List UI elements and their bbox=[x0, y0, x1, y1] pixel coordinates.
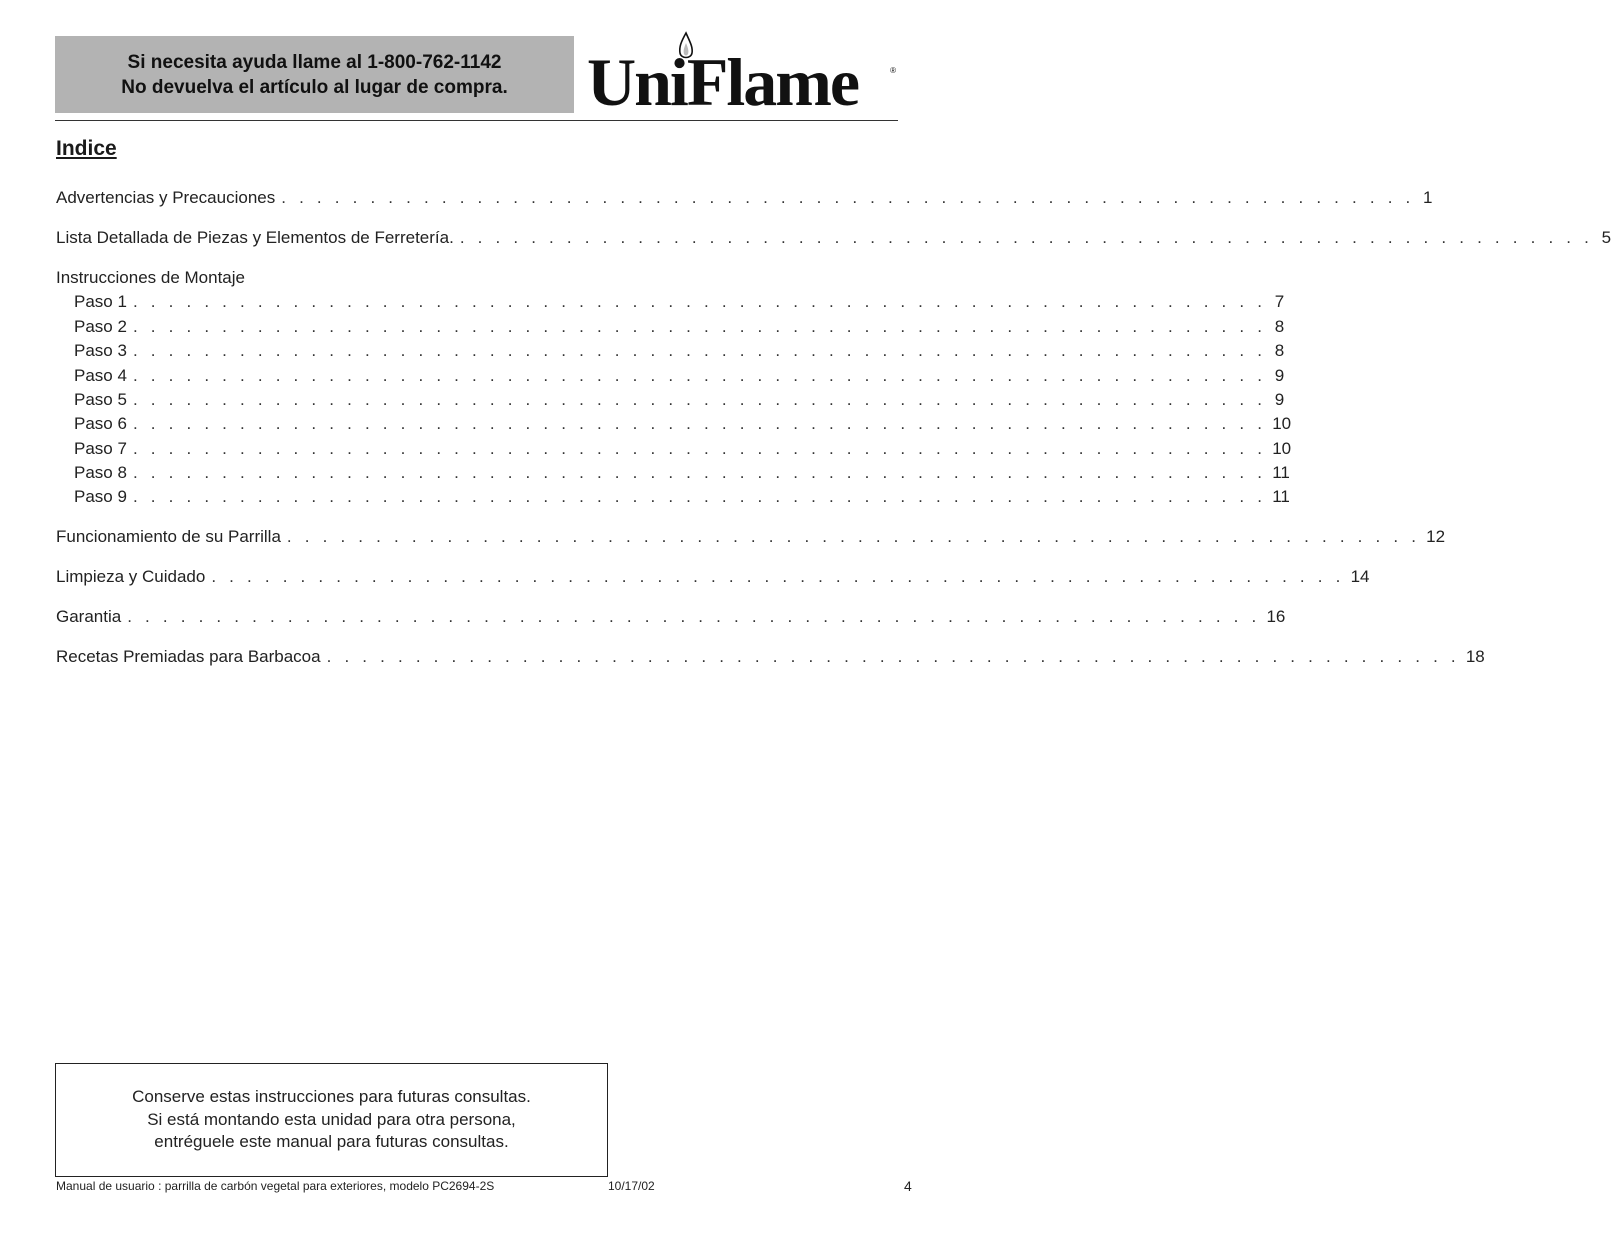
toc-leader-dots: . . . . . . . . . . . . . . . . . . . . . . . . . . . . . . . . . . . . . . . . . . . . . . . . . . . . . . . . . . . . . . . . bbox=[286, 527, 1421, 547]
keep-instructions-note bbox=[55, 1063, 608, 1177]
toc-leader-dots: . . . . . . . . . . . . . . . . . . . . . . . . . . . . . . . . . . . . . . . . . . . . . . . . . . . . . . . . . . . . . . . . bbox=[132, 341, 1267, 361]
toc-section-montaje: Instrucciones de Montaje bbox=[56, 267, 245, 287]
note-line: Conserve estas instrucciones para futuras consultas. bbox=[132, 1087, 531, 1107]
toc-entry-page: 8 bbox=[1274, 316, 1285, 336]
registered-mark: ® bbox=[890, 66, 896, 75]
toc-leader-dots: . . . . . . . . . . . . . . . . . . . . . . . . . . . . . . . . . . . . . . . . . . . . . . . . . . . . . . . . . . . . . . . . bbox=[132, 487, 1267, 507]
page-number: 4 bbox=[904, 1178, 912, 1194]
toc-entry-page: 11 bbox=[1272, 487, 1290, 507]
toc-entry-paso-9 bbox=[56, 485, 1290, 509]
toc-leader-dots: . . . . . . . . . . . . . . . . . . . . . . . . . . . . . . . . . . . . . . . . . . . . . . . . . . . . . . . . . . . . . . . . bbox=[132, 463, 1267, 483]
toc-entry-label: Lista Detallada de Piezas y Elementos de Ferretería. bbox=[56, 227, 454, 247]
toc-entry-label: Recetas Premiadas para Barbacoa bbox=[56, 647, 321, 667]
toc-entry-label: Paso 7 bbox=[74, 438, 127, 458]
toc-entry-label: Advertencias y Precauciones bbox=[56, 188, 276, 207]
toc-entry-page: 12 bbox=[1426, 527, 1446, 547]
toc-leader-dots: . . . . . . . . . . . . . . . . . . . . . . . . . . . . . . . . . . . . . . . . . . . . . . . . . . . . . . . . . . . . . . . . bbox=[211, 567, 1345, 587]
toc-entry-paso-6 bbox=[56, 412, 1292, 436]
table-of-contents bbox=[56, 186, 1611, 670]
footer-date: 10/17/02 bbox=[608, 1179, 655, 1193]
toc-entry-label: Paso 2 bbox=[74, 316, 127, 336]
toc-entry-label: Paso 3 bbox=[74, 341, 127, 361]
toc-entry-paso-3 bbox=[56, 339, 1285, 363]
toc-leader-dots: . . . . . . . . . . . . . . . . . . . . . . . . . . . . . . . . . . . . . . . . . . . . . . . . . . . . . . . . . . . . . . . . bbox=[127, 607, 1261, 627]
toc-leader-dots: . . . . . . . . . . . . . . . . . . . . . . . . . . . . . . . . . . . . . . . . . . . . . . . . . . . . . . . . . . . . . . . . bbox=[459, 227, 1594, 247]
brand-logo-text: UniFlame bbox=[587, 44, 859, 120]
toc-title: Indice bbox=[56, 137, 117, 160]
toc-entry-label: Paso 6 bbox=[74, 414, 127, 434]
toc-entry-page: 14 bbox=[1350, 567, 1370, 587]
toc-entry-label: Paso 1 bbox=[74, 292, 127, 312]
toc-leader-dots: . . . . . . . . . . . . . . . . . . . . . . . . . . . . . . . . . . . . . . . . . . . . . . . . . . . . . . . . . . . . . . . . bbox=[281, 188, 1415, 207]
toc-entry-page: 16 bbox=[1266, 607, 1286, 627]
toc-entry-page: 11 bbox=[1272, 463, 1290, 483]
toc-leader-dots: . . . . . . . . . . . . . . . . . . . . . . . . . . . . . . . . . . . . . . . . . . . . . . . . . . . . . . . . . . . . . . . . bbox=[132, 292, 1267, 312]
toc-leader-dots: . . . . . . . . . . . . . . . . . . . . . . . . . . . . . . . . . . . . . . . . . . . . . . . . . . . . . . . . . . . . . . . . bbox=[132, 316, 1267, 336]
toc-entry-page: 9 bbox=[1274, 389, 1285, 409]
toc-entry-page: 7 bbox=[1274, 292, 1285, 312]
toc-entry-label: Paso 4 bbox=[74, 365, 127, 385]
toc-entry-paso-8 bbox=[56, 461, 1290, 485]
toc-entry-label: Paso 5 bbox=[74, 389, 127, 409]
toc-entry-label: Garantia bbox=[56, 607, 122, 627]
help-banner-return-line: No devuelva el artículo al lugar de compra. bbox=[121, 76, 508, 98]
toc-entry-paso-1 bbox=[56, 290, 1285, 314]
help-banner-phone-line: Si necesita ayuda llame al 1-800-762-1142 bbox=[127, 51, 502, 73]
brand-logo bbox=[583, 30, 898, 120]
toc-entry-page: 10 bbox=[1272, 414, 1292, 434]
toc-entry-page: 8 bbox=[1274, 341, 1285, 361]
toc-entry-paso-4 bbox=[56, 364, 1285, 388]
note-line: entréguele este manual para futuras consultas. bbox=[154, 1132, 509, 1152]
toc-entry-page: 10 bbox=[1272, 438, 1292, 458]
toc-entry-recetas bbox=[56, 645, 1485, 669]
toc-leader-dots: . . . . . . . . . . . . . . . . . . . . . . . . . . . . . . . . . . . . . . . . . . . . . . . . . . . . . . . . . . . . . . . . bbox=[132, 365, 1267, 385]
toc-leader-dots: . . . . . . . . . . . . . . . . . . . . . . . . . . . . . . . . . . . . . . . . . . . . . . . . . . . . . . . . . . . . . . . . bbox=[326, 647, 1460, 667]
toc-entry-label: Limpieza y Cuidado bbox=[56, 567, 206, 587]
toc-leader-dots: . . . . . . . . . . . . . . . . . . . . . . . . . . . . . . . . . . . . . . . . . . . . . . . . . . . . . . . . . . . . . . . . bbox=[132, 389, 1267, 409]
toc-entry-page: 18 bbox=[1465, 647, 1485, 667]
header-divider bbox=[55, 120, 898, 121]
toc-leader-dots: . . . . . . . . . . . . . . . . . . . . . . . . . . . . . . . . . . . . . . . . . . . . . . . . . . . . . . . . . . . . . . . . bbox=[132, 438, 1267, 458]
toc-entry-page: 1 bbox=[1423, 188, 1433, 207]
toc-entry-advertencias bbox=[56, 186, 1433, 210]
toc-entry-label: Paso 8 bbox=[74, 463, 127, 483]
toc-entry-page: 5 bbox=[1601, 227, 1611, 247]
toc-entry-paso-7 bbox=[56, 437, 1292, 461]
toc-leader-dots: . . . . . . . . . . . . . . . . . . . . . . . . . . . . . . . . . . . . . . . . . . . . . . . . . . . . . . . . . . . . . . . . bbox=[132, 414, 1267, 434]
toc-entry-lista-piezas bbox=[56, 226, 1611, 250]
help-banner bbox=[55, 36, 574, 113]
toc-entry-label: Paso 9 bbox=[74, 487, 127, 507]
toc-entry-paso-5 bbox=[56, 388, 1285, 412]
toc-entry-paso-2 bbox=[56, 315, 1285, 339]
toc-entry-label: Funcionamiento de su Parrilla bbox=[56, 527, 281, 547]
toc-entry-page: 9 bbox=[1274, 365, 1285, 385]
footer-manual-title: Manual de usuario : parrilla de carbón vegetal para exteriores, modelo PC2694-2S bbox=[56, 1179, 495, 1193]
toc-entry-limpieza bbox=[56, 565, 1370, 589]
note-line: Si está montando esta unidad para otra persona, bbox=[147, 1109, 516, 1129]
toc-entry-funcionamiento bbox=[56, 525, 1446, 549]
toc-entry-garantia bbox=[56, 605, 1286, 629]
